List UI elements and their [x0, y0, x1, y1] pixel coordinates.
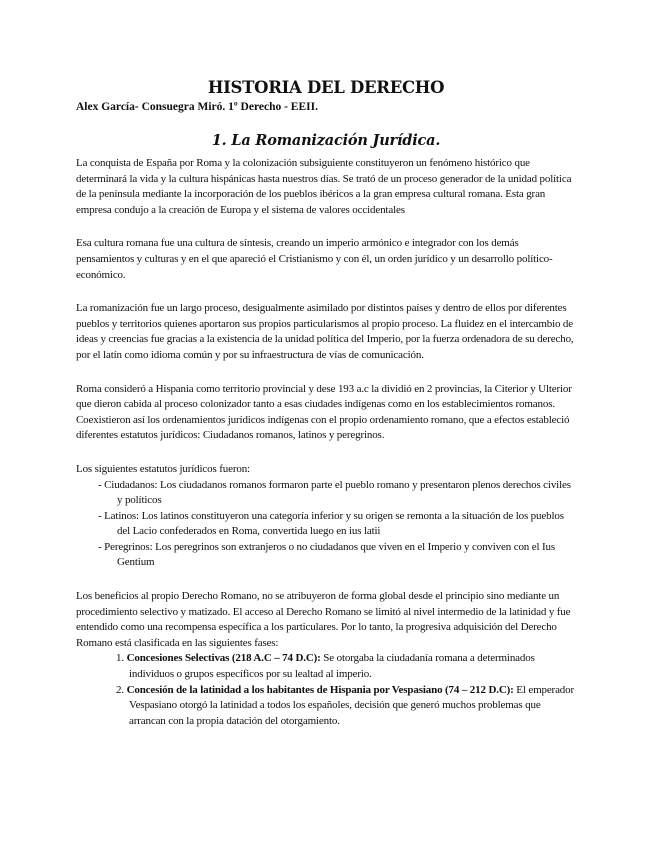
- phase-text: Se otorgaba la ciudadanía romana a determinados individuos o grupos específicos por su lealtad al imperio.: [129, 652, 535, 681]
- paragraph-romanization: La romanización fue un largo proceso, desigualmente asimilado por distintos países y dentro de ellos por diferentes pueblos y territorios quienes aportaron sus propios particularismos al propio proceso. La fluidez en el intercambio de ideas y creencias fue gracias a la existencia de la unidad política del Imperio, por la fuerza ordenadora de su derecho, por el latín como idioma común y por su infraestructura de vías de comunicación.: [76, 302, 574, 361]
- author-line: Alex García- Consuegra Miró. 1º Derecho - EEII.: [76, 101, 318, 113]
- phase-text: El emperador Vespasiano otorgó la latinidad a todos los españoles, decisión que generó muchos problemas que arrancan con la propia datación del otorgamiento.: [129, 683, 575, 727]
- list-item: - Peregrinos: Los peregrinos son extranjeros o no ciudadanos que viven en el Imperio y conviven con el Ius Gentium: [98, 540, 555, 569]
- phase-title: Concesiones Selectivas (218 A.C – 74 D.C):: [126, 652, 321, 665]
- paragraph-statutes-intro: Los siguientes estatutos jurídicos fueron:: [76, 462, 250, 475]
- paragraph-culture: Esa cultura romana fue una cultura de síntesis, creando un imperio armónico e integrador con los demás pensamientos y culturas y en el que apareció el Cristianismo y con él, un orden jurídico y un desarrollo político-económico.: [76, 237, 553, 281]
- list-item: [116, 683, 576, 730]
- paragraph-benefits: Los beneficios al propio Derecho Romano, no se atribuyeron de forma global desde el principio sino mediante un procedimiento selectivo y matizado. El acceso al Derecho Romano se limitó al nivel intermedio de la latinidad y fue entendido como una recompensa específica a los particulares. Por lo tanto, la progresiva adquisición del Derecho Romano está clasificada en las siguientes fases:: [76, 590, 571, 649]
- list-item: [116, 651, 576, 682]
- list-item: - Latinos: Los latinos constituyeron una categoría inferior y su origen se remonta a la situación de los pueblos del Lacio confederados en Roma, convertida luego en ius latii: [98, 509, 564, 538]
- paragraph-hispania: Roma consideró a Hispania como territorio provincial y dese 193 a.c la dividió en 2 provincias, la Citerior y Ulterior que dieron cabida al proceso colonizador tanto a esas ciudades indígenas como en los establecimientos romanos. Coexistieron así los ordenamientos jurídicos indígenas con el propio ordenamiento romano, que a efectos estableció diferentes estatutos jurídicos: Ciudadanos romanos, latinos y peregrinos.: [76, 382, 572, 442]
- document-content: [76, 76, 576, 729]
- paragraph-conquest: La conquista de España por Roma y la colonización subsiguiente constituyeron un fenómeno histórico que determinará la vida y la cultura hispánicas hasta nuestros días. Se trató de un proceso generador de la unidad política de la península mediante la incorporación de los pueblos ibéricos a la gran empresa cultural romana. Esta gran empresa condujo a la creación de Europa y el sistema de valores occidentales: [76, 157, 572, 216]
- section-heading: 1. La Romanización Jurídica.: [211, 132, 441, 149]
- phase-number: 2.: [116, 683, 124, 696]
- phase-number: 1.: [116, 652, 124, 665]
- phase-title: Concesión de la latinidad a los habitantes de Hispania por Vespasiano (74 – 212 D.C):: [126, 683, 514, 696]
- phases-list: [76, 651, 576, 729]
- document-title: HISTORIA DEL DERECHO: [207, 78, 445, 97]
- statutes-list: [76, 478, 576, 572]
- list-item: - Ciudadanos: Los ciudadanos romanos formaron parte el pueblo romano y presentaron plenos derechos civiles y políticos: [98, 478, 571, 507]
